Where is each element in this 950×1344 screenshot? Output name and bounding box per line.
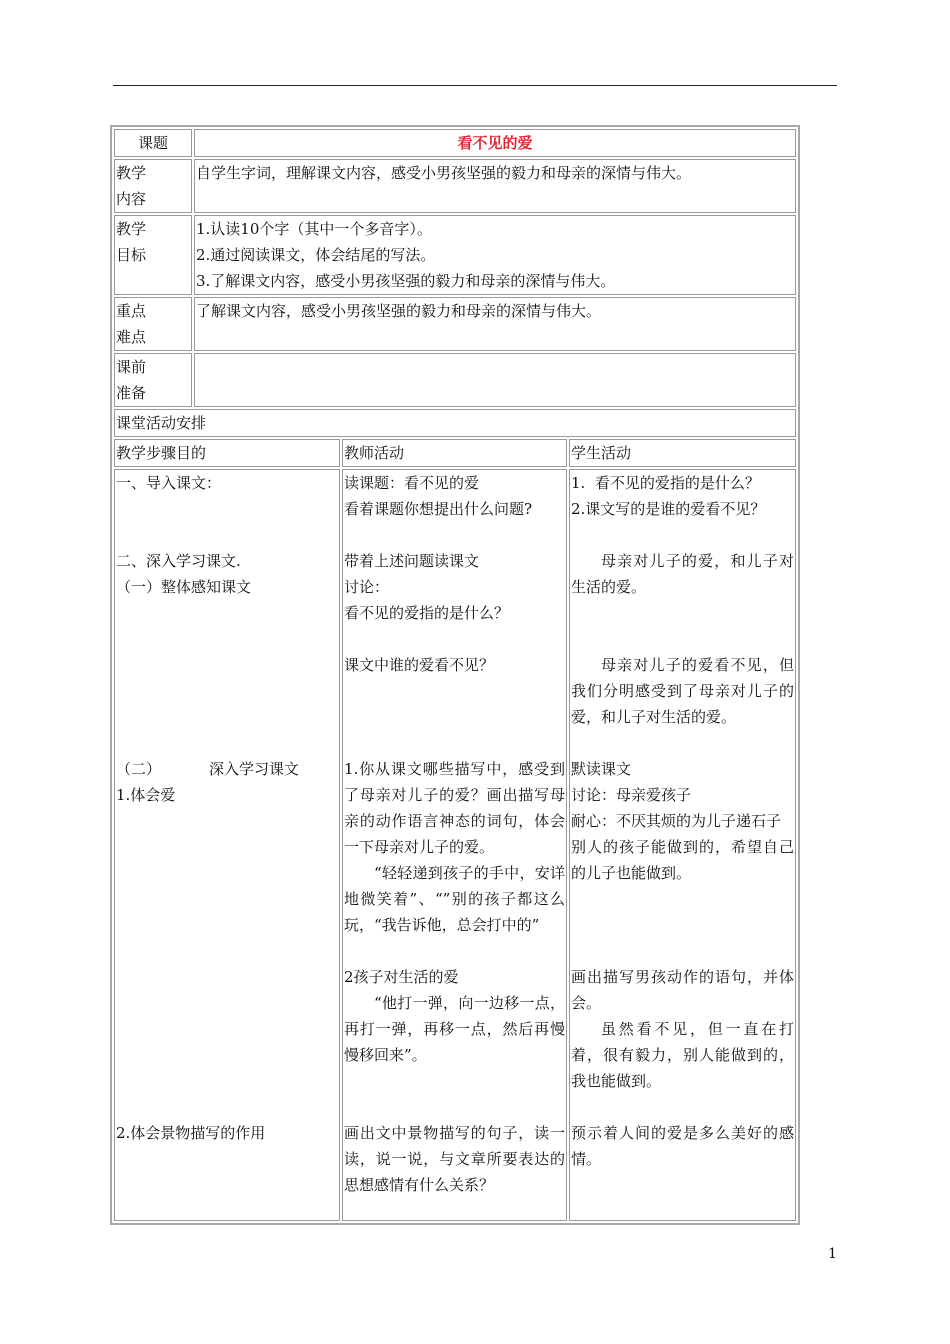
goals-list: [194, 215, 796, 295]
step-overview: （一）整体感知课文: [116, 578, 252, 596]
teacher-item: “他打一弹，向一边移一点，再打一弹，再移一点，然后再慢慢移回来”。: [344, 994, 565, 1064]
goal-item: 3.了解课文内容，感受小男孩坚强的毅力和母亲的深情与伟大。: [196, 272, 616, 290]
student-item: 画出描写男孩动作的语句，并体会。: [571, 968, 795, 1012]
student-item: 讨论：母亲爱孩子: [571, 786, 692, 804]
student-item: 虽然看不见，但一直在打着，很有毅力，别人能做到的，我也能做到。: [571, 1020, 795, 1090]
student-item: 母亲对儿子的爱，和儿子对生活的爱。: [571, 552, 795, 596]
header-steps: 教学步骤目的: [114, 439, 340, 467]
teacher-item: 画出文中景物描写的句子，读一读，说一说，与文章所要表达的思想感情有什么关系？: [344, 1124, 565, 1194]
content-row: [114, 159, 796, 213]
teacher-item: 课文中谁的爱看不见？: [344, 656, 495, 674]
step-intro: 一、导入课文：: [116, 474, 222, 492]
teacher-item: 带着上述问题读课文: [344, 552, 480, 570]
activities-title: 课堂活动安排: [114, 409, 796, 437]
goal-item: 1.认读10个字（其中一个多音字）。: [196, 220, 432, 238]
header-student: 学生活动: [569, 439, 796, 467]
key-row: [114, 297, 796, 351]
student-item: 耐心：不厌其烦的为儿子递石子: [571, 812, 782, 830]
step-deep: 二、深入学习课文.: [116, 552, 241, 570]
goals-row: [114, 215, 796, 295]
steps-column: [114, 469, 340, 1221]
teacher-item: 2孩子对生活的爱: [344, 968, 459, 986]
student-item: 默读课文: [571, 760, 632, 778]
prep-text: [194, 353, 796, 407]
title-label: 课题: [114, 129, 192, 157]
teacher-item: 读课题：看不见的爱: [344, 474, 480, 492]
lesson-title: 看不见的爱: [194, 129, 796, 157]
content-label: 教学 内容: [114, 159, 192, 213]
teacher-item: 看不见的爱指的是什么？: [344, 604, 510, 622]
header-teacher: 教师活动: [342, 439, 567, 467]
step-scenery: 2.体会景物描写的作用: [116, 1124, 266, 1142]
activities-title-row: [114, 409, 796, 437]
prep-label: 课前 准备: [114, 353, 192, 407]
student-item: 2.课文写的是谁的爱看不见？: [571, 500, 766, 518]
teacher-item: 讨论：: [344, 578, 390, 596]
lesson-plan-table: [110, 125, 800, 1225]
step-feel-love: 1.体会爱: [116, 786, 176, 804]
prep-row: [114, 353, 796, 407]
student-item: 1. 看不见的爱指的是什么？: [571, 474, 760, 492]
step-deep-2: （二） 深入学习课文: [116, 760, 300, 778]
content-text: 自学生字词，理解课文内容，感受小男孩坚强的毅力和母亲的深情与伟大。: [194, 159, 796, 213]
student-column: [569, 469, 796, 1221]
key-label: 重点 难点: [114, 297, 192, 351]
goals-label: 教学 目标: [114, 215, 192, 295]
teacher-item: 1.你从课文哪些描写中，感受到了母亲对儿子的爱？画出描写母亲的动作语言神态的词句，体会一下母亲对儿子的爱。: [344, 760, 565, 856]
page-number: 1: [828, 1246, 837, 1262]
teacher-item: 看着课题你想提出什么问题?: [344, 500, 533, 518]
key-text: 了解课文内容，感受小男孩坚强的毅力和母亲的深情与伟大。: [194, 297, 796, 351]
activities-header-row: [114, 439, 796, 467]
title-row: [114, 129, 796, 157]
teacher-item: “轻轻递到孩子的手中，安详地微笑着”、“”别的孩子都这么玩，“我告诉他，总会打中的”: [344, 864, 565, 934]
header-rule: [113, 85, 837, 86]
student-item: 预示着人间的爱是多么美好的感情。: [571, 1124, 795, 1168]
student-item: 别人的孩子能做到的，希望自己的儿子也能做到。: [571, 838, 795, 882]
teacher-column: [342, 469, 567, 1221]
goal-item: 2.通过阅读课文，体会结尾的写法。: [196, 246, 436, 264]
activities-body-row: [114, 469, 796, 1221]
student-item: 母亲对儿子的爱看不见，但我们分明感受到了母亲对儿子的爱，和儿子对生活的爱。: [571, 656, 795, 726]
